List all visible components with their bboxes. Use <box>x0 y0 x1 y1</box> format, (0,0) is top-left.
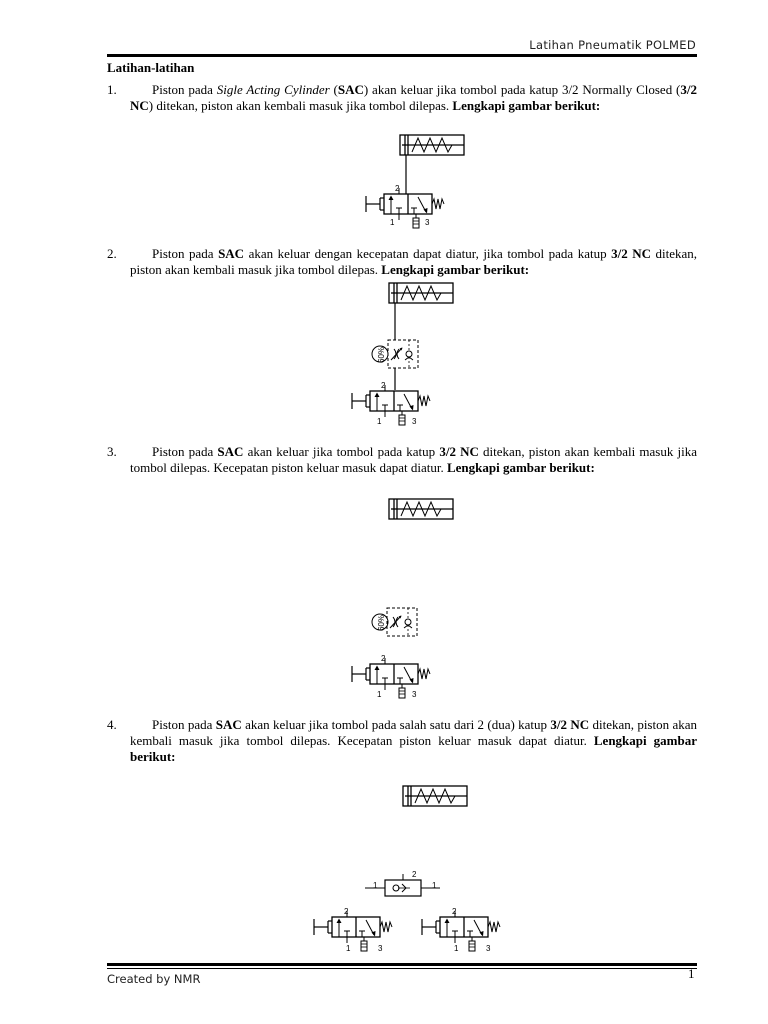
port-label-2: 2 <box>395 184 400 193</box>
valve-3-2-nc-icon <box>366 188 444 228</box>
valve-3-2-nc-icon <box>352 385 430 425</box>
valve-3-2-nc-icon <box>352 658 430 698</box>
diagram-1 <box>366 135 464 228</box>
port-label-3: 3 <box>486 944 491 953</box>
single-acting-cylinder-icon <box>389 283 453 303</box>
port-label-2: 2 <box>381 654 386 663</box>
question-number: 3. <box>107 444 117 459</box>
diagram-2 <box>352 283 453 426</box>
section-title: Latihan-latihan <box>107 60 195 75</box>
question-text: Piston pada SAC akan keluar jika tombol pada katup 3/2 NC ditekan, piston akan kembali masuk jika tombol dilepas. Kecepatan piston keluar masuk dapat diatur. Lengkapi gambar berikut: <box>130 444 698 475</box>
page-number: 1 <box>688 966 695 981</box>
diagram-4 <box>314 786 500 953</box>
footer-rule <box>107 963 697 966</box>
question-text: Piston pada Sigle Acting Cylinder (SAC) akan keluar jika tombol pada katup 3/2 Normally Closed (3/2 NC) ditekan, piston akan kembali masuk jika tombol dilepas. Lengkapi gambar berikut: <box>130 82 697 113</box>
port-label-3: 3 <box>412 690 417 699</box>
port-label-1: 1 <box>346 944 351 953</box>
single-acting-cylinder-icon <box>403 786 467 806</box>
port-label-1: 1 <box>432 881 437 890</box>
port-label-1: 1 <box>454 944 459 953</box>
port-label-2: 2 <box>381 381 386 390</box>
port-label-1: 1 <box>377 417 382 426</box>
question-text: Piston pada SAC akan keluar jika tombol pada salah satu dari 2 (dua) katup 3/2 NC ditekan, piston akan kembali masuk jika tombol dilepas. Kecepatan piston keluar masuk dapat diatur. Lengkapi gambar berikut: <box>130 717 698 764</box>
port-label-1: 1 <box>373 881 378 890</box>
port-label-3: 3 <box>412 417 417 426</box>
question-number: 4. <box>107 717 117 732</box>
footer-rule-thin <box>107 968 697 969</box>
flow-control-percent: 60% <box>377 346 386 363</box>
port-label-3: 3 <box>378 944 383 953</box>
flow-control-valve-icon <box>387 608 417 636</box>
single-acting-cylinder-icon <box>400 135 464 155</box>
header-title: Latihan Pneumatik POLMED <box>529 38 696 52</box>
single-acting-cylinder-icon <box>389 499 453 519</box>
flow-control-valve-icon <box>388 340 418 368</box>
port-label-2: 2 <box>452 907 457 916</box>
footer-text: Created by NMR <box>107 972 201 986</box>
port-label-1: 1 <box>390 218 395 227</box>
question-text: Piston pada SAC akan keluar dengan kecepatan dapat diatur, jika tombol pada katup 3/2 NC ditekan, piston akan kembali masuk jika tombol dilepas. Lengkapi gambar berikut: <box>130 246 698 277</box>
diagram-3 <box>352 499 453 699</box>
question-number: 1. <box>107 82 117 97</box>
port-label-2: 2 <box>344 907 349 916</box>
port-label-3: 3 <box>425 218 430 227</box>
flow-control-percent: 60% <box>377 614 386 631</box>
port-label-1: 1 <box>377 690 382 699</box>
port-label-2: 2 <box>412 870 417 879</box>
question-number: 2. <box>107 246 117 261</box>
